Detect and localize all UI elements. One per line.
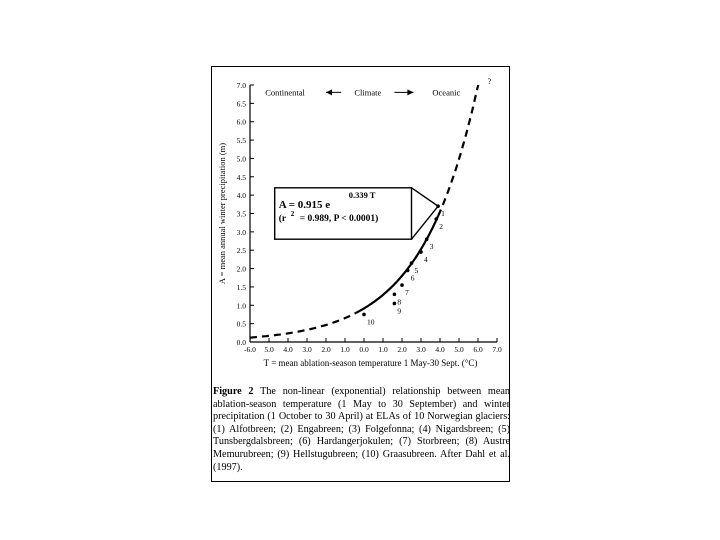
- data-point: [406, 269, 410, 273]
- x-axis-label: T = mean ablation-season temperature 1 May-30 Sept. (°C): [263, 358, 478, 368]
- x-tick-label: 5.0: [454, 345, 464, 354]
- figure-caption: [213, 386, 510, 474]
- x-tick-label: 3.0: [302, 345, 312, 354]
- x-tick-label: -6.0: [244, 345, 256, 354]
- equation-r-prefix: (r: [278, 213, 287, 224]
- y-tick-label: 7.0: [236, 81, 246, 90]
- data-point-label: 7: [405, 288, 409, 298]
- arrow-continental-head: [326, 89, 332, 95]
- y-tick-label: 3.0: [236, 227, 246, 237]
- y-tick-label: 3.5: [236, 209, 246, 219]
- y-tick-label: 0.0: [236, 338, 246, 347]
- caption-text: The non-linear (exponential) relationship between mean ablation-season temperature (1 May to 30 September) and winter precipitation (1 October to 30 April) at ELAs of 10 Norwegian glaciers: (1) Alfotbreen; (2) Engabreen; (3) Folgefonna; (4) Nigardsbreen; (5) Tunsbergdalsbreen; (6) Hardangerjokulen; (7) Storbreen; (8) Austre Memurubreen; (9) Hellstugubreen; (10) Graasubreen. After Dahl et al. (1997).: [213, 386, 510, 473]
- y-tick-label: 4.5: [236, 172, 246, 182]
- y-tick-label: 5.0: [236, 154, 246, 164]
- data-point-label: 9: [397, 306, 402, 316]
- oceanic-label: Oceanic: [432, 87, 461, 98]
- data-point: [362, 313, 366, 317]
- x-tick-label: 0.0: [359, 345, 369, 354]
- x-tick-label: 1.0: [378, 345, 388, 354]
- y-tick-label: 6.0: [236, 117, 246, 127]
- figure-panel: [211, 66, 510, 482]
- climate-label: Climate: [354, 87, 382, 98]
- continental-label: Continental: [265, 87, 305, 98]
- data-point: [393, 302, 397, 306]
- x-tick-label: 3.0: [416, 345, 426, 354]
- data-point-label: 5: [414, 266, 419, 276]
- y-tick-label: 1.0: [236, 301, 246, 311]
- annotations: [265, 77, 491, 239]
- y-tick-label: 0.5: [236, 319, 246, 329]
- y-tick-label: 5.5: [236, 136, 246, 146]
- data-point: [419, 250, 423, 254]
- arrow-oceanic-head: [407, 89, 413, 95]
- equation-exponent: 0.339 T: [348, 189, 376, 200]
- x-tick-label: 7.0: [492, 345, 502, 354]
- x-tick-label: 2.0: [397, 345, 407, 354]
- x-tick-label: 1.0: [340, 345, 350, 354]
- equation-r-sup: 2: [290, 209, 295, 218]
- data-point: [434, 217, 438, 221]
- data-point-label: 4: [424, 255, 428, 265]
- data-point-label: 3: [429, 242, 434, 252]
- x-tick-label: 4.0: [435, 345, 445, 354]
- x-tick-label: 6.0: [473, 345, 483, 354]
- equation-main: A = 0.915 e: [278, 198, 331, 211]
- x-tick-label: 2.0: [321, 345, 331, 354]
- equation-pointer: [412, 188, 439, 239]
- data-point-label: 8: [397, 297, 402, 307]
- curve-extrapolation-left: [250, 313, 356, 338]
- data-point-label: 1: [441, 209, 445, 219]
- data-point: [410, 261, 414, 265]
- data-point: [400, 283, 404, 287]
- data-point-label: 6: [410, 273, 415, 283]
- y-tick-label: 6.5: [236, 99, 246, 109]
- x-tick-label: 5.0: [264, 345, 274, 354]
- caption-label: Figure 2: [213, 386, 254, 397]
- data-point: [425, 237, 429, 241]
- y-tick-label: 4.0: [236, 191, 246, 201]
- data-point-label: 2: [439, 222, 443, 232]
- y-tick-label: 2.0: [236, 264, 246, 274]
- data-point-label: 10: [367, 317, 375, 327]
- x-tick-label: 4.0: [283, 345, 293, 354]
- curve-extrapolation-right: [438, 85, 478, 219]
- data-point: [393, 292, 397, 296]
- question-mark: ?: [487, 77, 492, 86]
- y-tick-label: 1.5: [236, 282, 246, 292]
- y-axis-label: A = mean annual winter precipitation (m): [217, 142, 227, 285]
- y-tick-label: 2.5: [236, 246, 246, 256]
- equation-r-suffix: = 0.989, P < 0.0001): [299, 213, 379, 224]
